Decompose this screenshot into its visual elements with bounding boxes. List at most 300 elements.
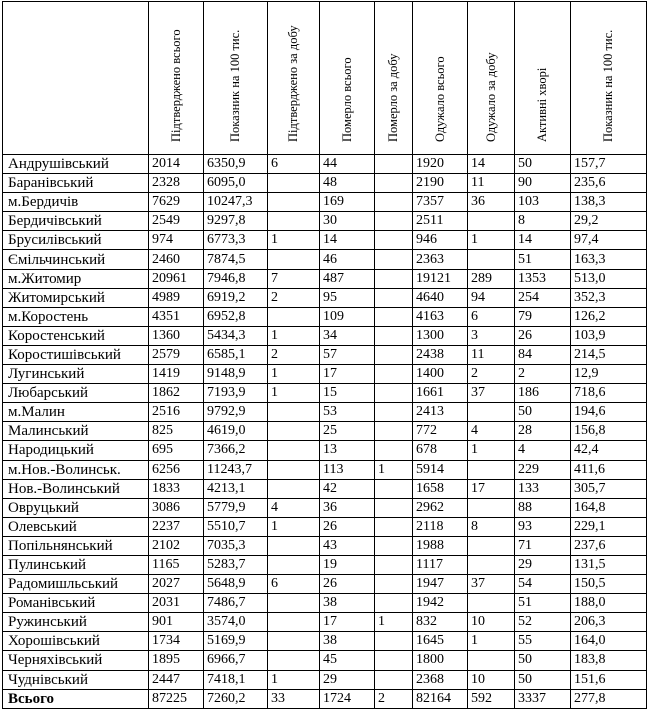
district-name-cell: Попільнянський xyxy=(3,536,149,555)
value-cell: 4640 xyxy=(413,288,468,307)
value-cell: 2118 xyxy=(413,517,468,536)
value-cell xyxy=(375,422,413,441)
column-header-label: Одужало за добу xyxy=(483,52,498,142)
value-cell: 6585,1 xyxy=(204,345,268,364)
column-header xyxy=(375,2,413,155)
value-cell xyxy=(375,345,413,364)
value-cell: 214,5 xyxy=(571,345,647,364)
value-cell xyxy=(268,632,320,651)
value-cell: 26 xyxy=(515,326,571,345)
column-header-label: Померло всього xyxy=(339,57,354,142)
value-cell: 5914 xyxy=(413,460,468,479)
value-cell: 3337 xyxy=(515,689,571,708)
value-cell: 4619,0 xyxy=(204,422,268,441)
table-row xyxy=(3,250,647,269)
value-cell: 188,0 xyxy=(571,594,647,613)
value-cell: 6 xyxy=(268,155,320,174)
value-cell: 1400 xyxy=(413,365,468,384)
value-cell: 6350,9 xyxy=(204,155,268,174)
table-row xyxy=(3,384,647,403)
value-cell: 1 xyxy=(468,632,515,651)
value-cell: 229 xyxy=(515,460,571,479)
value-cell xyxy=(268,212,320,231)
value-cell: 14 xyxy=(320,231,375,250)
value-cell xyxy=(268,613,320,632)
value-cell xyxy=(268,555,320,574)
value-cell xyxy=(468,651,515,670)
value-cell: 1 xyxy=(375,613,413,632)
value-cell: 5434,3 xyxy=(204,326,268,345)
column-header-label: Підтверджено всього xyxy=(168,29,183,142)
value-cell: 678 xyxy=(413,441,468,460)
value-cell: 7193,9 xyxy=(204,384,268,403)
value-cell: 1 xyxy=(268,326,320,345)
value-cell: 38 xyxy=(320,632,375,651)
value-cell: 17 xyxy=(468,479,515,498)
value-cell: 7486,7 xyxy=(204,594,268,613)
value-cell: 26 xyxy=(320,517,375,536)
value-cell: 15 xyxy=(320,384,375,403)
column-header xyxy=(3,2,149,155)
table-row xyxy=(3,155,647,174)
value-cell: 2516 xyxy=(149,403,204,422)
value-cell: 51 xyxy=(515,250,571,269)
value-cell: 9792,9 xyxy=(204,403,268,422)
value-cell: 1658 xyxy=(413,479,468,498)
column-header-label: Померло за добу xyxy=(386,53,400,142)
value-cell xyxy=(468,555,515,574)
value-cell: 93 xyxy=(515,517,571,536)
value-cell: 6919,2 xyxy=(204,288,268,307)
value-cell: 50 xyxy=(515,155,571,174)
column-header xyxy=(515,2,571,155)
table-row xyxy=(3,269,647,288)
column-header-label: Показник на 100 тис. xyxy=(601,29,615,142)
value-cell: 50 xyxy=(515,651,571,670)
value-cell: 7260,2 xyxy=(204,689,268,708)
value-cell: 131,5 xyxy=(571,555,647,574)
value-cell: 2 xyxy=(515,365,571,384)
value-cell xyxy=(468,498,515,517)
value-cell xyxy=(375,174,413,193)
value-cell: 7946,8 xyxy=(204,269,268,288)
column-header xyxy=(413,2,468,155)
value-cell: 2190 xyxy=(413,174,468,193)
value-cell: 150,5 xyxy=(571,575,647,594)
table-row xyxy=(3,326,647,345)
value-cell xyxy=(468,403,515,422)
value-cell: 7366,2 xyxy=(204,441,268,460)
value-cell: 133 xyxy=(515,479,571,498)
value-cell xyxy=(375,212,413,231)
value-cell: 8 xyxy=(468,517,515,536)
value-cell: 138,3 xyxy=(571,193,647,212)
value-cell xyxy=(375,479,413,498)
value-cell: 2579 xyxy=(149,345,204,364)
value-cell: 4 xyxy=(515,441,571,460)
value-cell: 4989 xyxy=(149,288,204,307)
value-cell: 237,6 xyxy=(571,536,647,555)
table-row xyxy=(3,517,647,536)
value-cell: 2 xyxy=(468,365,515,384)
value-cell: 10 xyxy=(468,670,515,689)
value-cell xyxy=(375,498,413,517)
value-cell xyxy=(375,441,413,460)
value-cell: 20961 xyxy=(149,269,204,288)
district-name-cell: Романівський xyxy=(3,594,149,613)
value-cell: 7418,1 xyxy=(204,670,268,689)
value-cell xyxy=(268,250,320,269)
district-name-cell: Любарський xyxy=(3,384,149,403)
value-cell: 305,7 xyxy=(571,479,647,498)
value-cell: 57 xyxy=(320,345,375,364)
value-cell: 6 xyxy=(468,307,515,326)
value-cell xyxy=(375,288,413,307)
value-cell: 95 xyxy=(320,288,375,307)
value-cell: 43 xyxy=(320,536,375,555)
value-cell: 42,4 xyxy=(571,441,647,460)
value-cell: 1 xyxy=(268,517,320,536)
value-cell: 82164 xyxy=(413,689,468,708)
value-cell: 1 xyxy=(268,365,320,384)
value-cell: 6 xyxy=(268,575,320,594)
value-cell: 5510,7 xyxy=(204,517,268,536)
value-cell: 3086 xyxy=(149,498,204,517)
value-cell: 87225 xyxy=(149,689,204,708)
value-cell: 1353 xyxy=(515,269,571,288)
value-cell: 2460 xyxy=(149,250,204,269)
value-cell: 2549 xyxy=(149,212,204,231)
value-cell: 1942 xyxy=(413,594,468,613)
value-cell: 11 xyxy=(468,174,515,193)
value-cell: 235,6 xyxy=(571,174,647,193)
value-cell xyxy=(468,212,515,231)
value-cell: 19121 xyxy=(413,269,468,288)
value-cell: 51 xyxy=(515,594,571,613)
value-cell xyxy=(268,403,320,422)
value-cell: 50 xyxy=(515,670,571,689)
table-row xyxy=(3,212,647,231)
table-row xyxy=(3,575,647,594)
value-cell xyxy=(375,632,413,651)
district-name-cell: Народицький xyxy=(3,441,149,460)
value-cell xyxy=(375,536,413,555)
value-cell: 1947 xyxy=(413,575,468,594)
value-cell: 194,6 xyxy=(571,403,647,422)
value-cell xyxy=(268,651,320,670)
value-cell: 277,8 xyxy=(571,689,647,708)
value-cell: 103 xyxy=(515,193,571,212)
table-row xyxy=(3,498,647,517)
value-cell: 17 xyxy=(320,365,375,384)
value-cell: 10247,3 xyxy=(204,193,268,212)
value-cell: 2027 xyxy=(149,575,204,594)
district-name-cell: м.Малин xyxy=(3,403,149,422)
district-name-cell: Баранівський xyxy=(3,174,149,193)
value-cell: 1895 xyxy=(149,651,204,670)
value-cell xyxy=(375,250,413,269)
column-header xyxy=(204,2,268,155)
value-cell: 9297,8 xyxy=(204,212,268,231)
value-cell: 25 xyxy=(320,422,375,441)
value-cell: 1419 xyxy=(149,365,204,384)
value-cell: 45 xyxy=(320,651,375,670)
table-row xyxy=(3,555,647,574)
column-header xyxy=(571,2,647,155)
table-row xyxy=(3,288,647,307)
table-row xyxy=(3,345,647,364)
value-cell xyxy=(268,460,320,479)
value-cell: 8 xyxy=(515,212,571,231)
value-cell: 1165 xyxy=(149,555,204,574)
value-cell: 126,2 xyxy=(571,307,647,326)
value-cell: 11 xyxy=(468,345,515,364)
value-cell: 156,8 xyxy=(571,422,647,441)
column-header xyxy=(320,2,375,155)
value-cell: 1734 xyxy=(149,632,204,651)
column-header xyxy=(268,2,320,155)
district-name-cell: Нов.-Волинський xyxy=(3,479,149,498)
value-cell: 4213,1 xyxy=(204,479,268,498)
value-cell: 13 xyxy=(320,441,375,460)
value-cell: 2014 xyxy=(149,155,204,174)
value-cell: 832 xyxy=(413,613,468,632)
value-cell xyxy=(268,594,320,613)
value-cell xyxy=(268,479,320,498)
value-cell: 901 xyxy=(149,613,204,632)
value-cell: 48 xyxy=(320,174,375,193)
value-cell: 12,9 xyxy=(571,365,647,384)
value-cell: 2447 xyxy=(149,670,204,689)
value-cell: 1117 xyxy=(413,555,468,574)
value-cell: 2413 xyxy=(413,403,468,422)
value-cell: 79 xyxy=(515,307,571,326)
value-cell: 229,1 xyxy=(571,517,647,536)
district-name-cell: Ружинський xyxy=(3,613,149,632)
value-cell: 1360 xyxy=(149,326,204,345)
value-cell xyxy=(375,403,413,422)
value-cell: 4163 xyxy=(413,307,468,326)
table-row xyxy=(3,632,647,651)
value-cell: 14 xyxy=(468,155,515,174)
value-cell xyxy=(375,575,413,594)
value-cell: 157,7 xyxy=(571,155,647,174)
value-cell: 7035,3 xyxy=(204,536,268,555)
value-cell: 164,8 xyxy=(571,498,647,517)
table-row xyxy=(3,231,647,250)
column-header-label: Одужало всього xyxy=(432,56,447,142)
value-cell xyxy=(375,269,413,288)
value-cell: 1 xyxy=(268,670,320,689)
value-cell: 88 xyxy=(515,498,571,517)
district-name-cell: Чуднівський xyxy=(3,670,149,689)
value-cell xyxy=(268,193,320,212)
column-header xyxy=(149,2,204,155)
table-row xyxy=(3,441,647,460)
value-cell: 53 xyxy=(320,403,375,422)
table-row xyxy=(3,174,647,193)
value-cell: 487 xyxy=(320,269,375,288)
column-header-label: Підтверджено за добу xyxy=(286,25,300,142)
table-row xyxy=(3,307,647,326)
value-cell: 1 xyxy=(468,231,515,250)
value-cell: 36 xyxy=(468,193,515,212)
value-cell xyxy=(468,460,515,479)
value-cell: 1920 xyxy=(413,155,468,174)
value-cell: 4351 xyxy=(149,307,204,326)
value-cell: 37 xyxy=(468,575,515,594)
value-cell: 6095,0 xyxy=(204,174,268,193)
table-row xyxy=(3,536,647,555)
value-cell: 1 xyxy=(268,384,320,403)
value-cell: 9148,9 xyxy=(204,365,268,384)
value-cell: 5169,9 xyxy=(204,632,268,651)
value-cell: 2102 xyxy=(149,536,204,555)
value-cell: 1 xyxy=(375,460,413,479)
value-cell: 113 xyxy=(320,460,375,479)
value-cell: 2031 xyxy=(149,594,204,613)
value-cell: 2 xyxy=(375,689,413,708)
value-cell: 36 xyxy=(320,498,375,517)
value-cell: 7357 xyxy=(413,193,468,212)
district-name-cell: Лугинський xyxy=(3,365,149,384)
district-name-cell: Житомирський xyxy=(3,288,149,307)
district-name-cell: Пулинський xyxy=(3,555,149,574)
value-cell: 352,3 xyxy=(571,288,647,307)
value-cell: 2962 xyxy=(413,498,468,517)
value-cell xyxy=(268,536,320,555)
value-cell: 54 xyxy=(515,575,571,594)
district-name-cell: Малинський xyxy=(3,422,149,441)
table-row xyxy=(3,403,647,422)
value-cell: 2438 xyxy=(413,345,468,364)
value-cell xyxy=(375,365,413,384)
covid-stats-table xyxy=(2,1,647,709)
value-cell: 1800 xyxy=(413,651,468,670)
value-cell: 1724 xyxy=(320,689,375,708)
value-cell xyxy=(375,670,413,689)
table-row xyxy=(3,460,647,479)
value-cell: 7629 xyxy=(149,193,204,212)
value-cell: 513,0 xyxy=(571,269,647,288)
value-cell xyxy=(468,594,515,613)
column-header-label: Активні хворі xyxy=(535,67,549,142)
table-row xyxy=(3,422,647,441)
value-cell: 1862 xyxy=(149,384,204,403)
district-name-cell: Радомишльський xyxy=(3,575,149,594)
value-cell xyxy=(375,155,413,174)
value-cell: 592 xyxy=(468,689,515,708)
table-row xyxy=(3,594,647,613)
value-cell: 11243,7 xyxy=(204,460,268,479)
value-cell: 10 xyxy=(468,613,515,632)
table-body xyxy=(3,155,647,709)
value-cell: 50 xyxy=(515,403,571,422)
value-cell: 163,3 xyxy=(571,250,647,269)
value-cell: 29,2 xyxy=(571,212,647,231)
header-row xyxy=(3,2,647,155)
table-row xyxy=(3,670,647,689)
district-name-cell: Коростенський xyxy=(3,326,149,345)
value-cell: 2237 xyxy=(149,517,204,536)
value-cell: 825 xyxy=(149,422,204,441)
value-cell: 1661 xyxy=(413,384,468,403)
value-cell: 254 xyxy=(515,288,571,307)
value-cell: 183,8 xyxy=(571,651,647,670)
district-name-cell: Бердичівський xyxy=(3,212,149,231)
value-cell: 17 xyxy=(320,613,375,632)
value-cell xyxy=(375,555,413,574)
value-cell xyxy=(375,651,413,670)
value-cell: 44 xyxy=(320,155,375,174)
district-name-cell: м.Житомир xyxy=(3,269,149,288)
value-cell xyxy=(375,307,413,326)
table-row xyxy=(3,365,647,384)
value-cell xyxy=(375,193,413,212)
value-cell xyxy=(375,594,413,613)
value-cell xyxy=(375,384,413,403)
value-cell xyxy=(468,536,515,555)
district-name-cell: Овруцький xyxy=(3,498,149,517)
value-cell: 7874,5 xyxy=(204,250,268,269)
value-cell: 4 xyxy=(468,422,515,441)
value-cell: 772 xyxy=(413,422,468,441)
value-cell: 1300 xyxy=(413,326,468,345)
total-row xyxy=(3,689,647,708)
table-row xyxy=(3,651,647,670)
value-cell: 1833 xyxy=(149,479,204,498)
district-name-cell: Андрушівський xyxy=(3,155,149,174)
value-cell: 164,0 xyxy=(571,632,647,651)
value-cell: 2511 xyxy=(413,212,468,231)
value-cell xyxy=(375,231,413,250)
column-header xyxy=(468,2,515,155)
district-name-cell: Олевський xyxy=(3,517,149,536)
value-cell: 71 xyxy=(515,536,571,555)
value-cell: 6966,7 xyxy=(204,651,268,670)
value-cell xyxy=(375,326,413,345)
district-name-cell: Ємільчинський xyxy=(3,250,149,269)
district-name-cell: м.Коростень xyxy=(3,307,149,326)
value-cell: 52 xyxy=(515,613,571,632)
value-cell: 5283,7 xyxy=(204,555,268,574)
value-cell: 14 xyxy=(515,231,571,250)
value-cell xyxy=(375,517,413,536)
column-header-label: Показник на 100 тис. xyxy=(228,29,242,142)
value-cell: 1645 xyxy=(413,632,468,651)
value-cell: 109 xyxy=(320,307,375,326)
value-cell: 29 xyxy=(515,555,571,574)
district-name-cell: Всього xyxy=(3,689,149,708)
value-cell xyxy=(268,307,320,326)
value-cell: 946 xyxy=(413,231,468,250)
value-cell: 2363 xyxy=(413,250,468,269)
value-cell: 38 xyxy=(320,594,375,613)
value-cell: 90 xyxy=(515,174,571,193)
value-cell: 411,6 xyxy=(571,460,647,479)
value-cell: 5779,9 xyxy=(204,498,268,517)
district-name-cell: Брусилівський xyxy=(3,231,149,250)
value-cell: 2328 xyxy=(149,174,204,193)
value-cell: 42 xyxy=(320,479,375,498)
value-cell: 4 xyxy=(268,498,320,517)
value-cell: 3 xyxy=(468,326,515,345)
value-cell: 1988 xyxy=(413,536,468,555)
value-cell: 169 xyxy=(320,193,375,212)
value-cell: 206,3 xyxy=(571,613,647,632)
table-row xyxy=(3,479,647,498)
district-name-cell: Коростишівський xyxy=(3,345,149,364)
